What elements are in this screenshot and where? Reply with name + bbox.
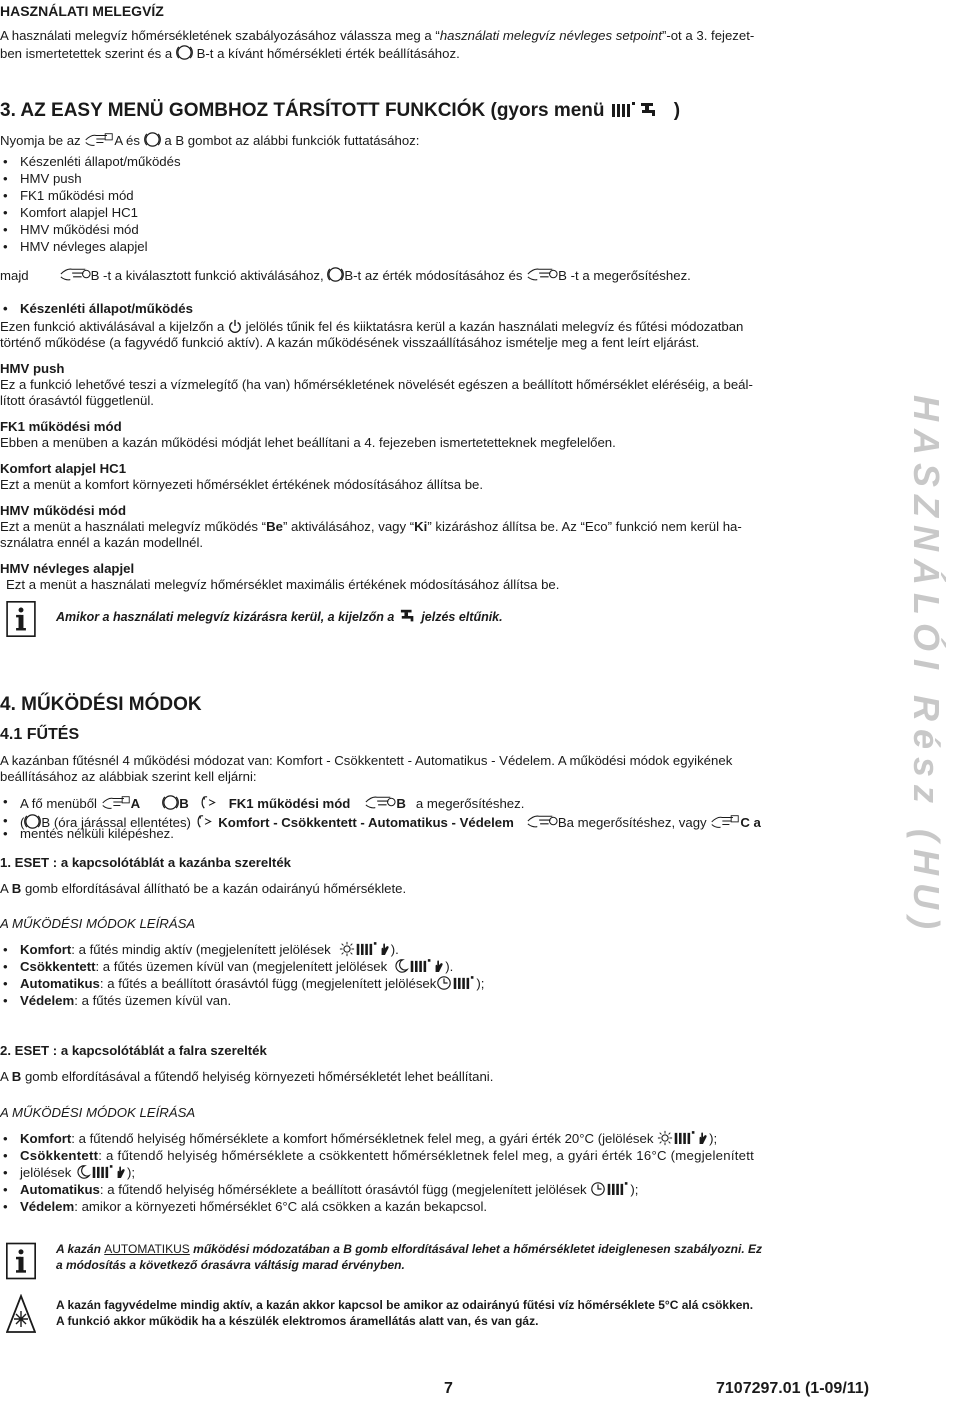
intro-paragraph-line1: A használati melegvíz hőmérsékletének szabályozásához válassza meg a “használati melegvíz névleges setpoint”-ot a 3. fejezet- xyxy=(0,28,755,43)
list-item: • Automatikus: a fűtendő helyiség hőmérséklete a beállított órasávtól függ (megjelenített jelölések ); xyxy=(0,1181,900,1198)
list-item-continued: • mentés nélküli kilépéshez. xyxy=(0,825,900,842)
sun-icon xyxy=(339,941,355,957)
clock-icon xyxy=(590,1181,606,1197)
hmv-push-text-line1: Ez a funkció lehetővé teszi a vízmelegítő (ha van) hőmérsékletének növelését egészen a beállított hőmérséklet eléréséig, a beál- xyxy=(0,377,753,392)
list-item: • Csökkentett: a fűtés üzemen kívül van (megjelenített jelölések ). xyxy=(0,958,484,975)
page-number: 7 xyxy=(444,1380,453,1397)
moon-icon xyxy=(393,958,409,974)
clock-icon xyxy=(436,975,452,991)
turn-hand-icon xyxy=(59,265,91,283)
info-icon xyxy=(6,601,36,637)
section-3-heading: 3. AZ EASY MENÜ GOMBHOZ TÁRSÍTOTT FUNKCIÓK (gyors menü ) xyxy=(0,100,681,121)
case-2-heading: 2. ESET : a kapcsolótáblát a falra szerelték xyxy=(0,1043,267,1058)
list-item: • A fő menüből A B FK1 működési mód B a megerősítéshez. xyxy=(0,793,900,812)
list-item: • Komfort alapjel HC1 xyxy=(0,204,181,221)
list-item: • Védelem: a fűtés üzemen kívül van. xyxy=(0,992,484,1009)
frost-warning-icon xyxy=(6,1294,36,1334)
vertical-section-label xyxy=(892,395,952,975)
fk1-heading: FK1 működési mód xyxy=(0,419,122,434)
document-code: 7107297.01 (1-09/11) xyxy=(716,1380,870,1397)
standby-text-line2: történő működése (a fagyvédő funkció aktív). A kazán működésének visszaállításához ismételje meg a fent leírt eljárást. xyxy=(0,335,700,350)
frost-protection-note: A kazán fagyvédelme mindig aktív, a kazán akkor kapcsol be amikor az odairányú fűtési víz hőmérséklete 5°C alá csökken. A funkció akkor működik ha a készülék elektromos áramellátás alatt van, és van gáz. xyxy=(56,1298,754,1328)
knob-icon xyxy=(144,131,161,148)
hmv-mode-heading: HMV működési mód xyxy=(0,503,127,518)
vertical-label-text: HASZNÁLÓI Rész (HU) xyxy=(906,395,947,938)
radiator-icon xyxy=(91,1164,115,1180)
knob-icon xyxy=(327,266,344,283)
knob-icon xyxy=(162,794,179,811)
press-buttons-line: Nyomja be az A és a B gombot az alábbi funkciók futtatásához: xyxy=(0,130,419,149)
power-icon xyxy=(228,318,242,334)
fk1-text: Ebben a menüben a kazán működési módját lehet beállítani a 4. fejezeben ismertetetteknek megfelelően. xyxy=(0,435,616,450)
tap-icon xyxy=(398,608,418,624)
case-2-text: A B gomb elfordításával a fűtendő helyiség környezeti hőmérsékletét lehet beállítani. xyxy=(0,1069,494,1084)
komfort-text: Ezt a menüt a komfort környezeti hőmérséklet értékének módosításához állítsa be. xyxy=(0,477,484,492)
manual-hand-icon xyxy=(379,941,391,957)
hmv-mode-text-line2: sználatra ennél a kazán modellnél. xyxy=(0,535,204,550)
function-list xyxy=(0,153,181,255)
turn-hand-icon xyxy=(526,265,558,283)
radiator-icon xyxy=(606,1181,630,1197)
radiator-icon xyxy=(673,1130,697,1146)
intro-paragraph-line2: ben ismertetettek szerint és a B-t a kívánt hőmérsékleti érték beállításához. xyxy=(0,46,460,61)
radiator-icon xyxy=(409,958,433,974)
moon-icon xyxy=(75,1164,91,1180)
heating-steps xyxy=(0,793,900,842)
list-item: • Védelem: amikor a környezeti hőmérséklet 6°C alá csökken a kazán bekapcsol. xyxy=(0,1198,900,1215)
list-item: • Automatikus: a fűtés a beállított órasávtól függ (megjelenített jelölések ); xyxy=(0,975,484,992)
manual-hand-icon xyxy=(697,1130,709,1146)
standby-heading-list xyxy=(0,300,193,317)
manual-hand-icon xyxy=(433,958,445,974)
tap-icon xyxy=(638,100,660,120)
list-item: • Komfort: a fűtés mindig aktív (megjelenített jelölések ). xyxy=(0,941,484,958)
then-instruction-line: majd B -t a kiválasztott funkció aktiválásához, B-t az érték módosításához és B -t a megerősítéshez. xyxy=(0,265,691,284)
manual-hand-icon xyxy=(115,1164,127,1180)
info-icon xyxy=(6,1242,36,1280)
hmv-nominal-heading: HMV névleges alapjel xyxy=(0,561,135,576)
hmv-push-heading: HMV push xyxy=(0,361,65,376)
list-item: • Csökkentett: a fűtendő helyiség hőmérséklete a csökkentett hőmérsékletnek felel meg, a gyári érték 16°C (megjelenített xyxy=(0,1147,900,1164)
turn-hand-icon xyxy=(364,793,396,811)
hmv-nominal-text: Ezt a menüt a használati melegvíz hőmérséklet maximális értékének módosításához állítsa be. xyxy=(6,577,560,592)
standby-heading: • Készenléti állapot/működés xyxy=(0,300,193,317)
list-item: • HMV működési mód xyxy=(0,221,181,238)
section-title-hot-water: HASZNÁLATI MELEGVÍZ xyxy=(0,3,164,19)
heating-intro-line2: beállításához az alábbiak szerint kell eljárni: xyxy=(0,769,257,784)
komfort-heading: Komfort alapjel HC1 xyxy=(0,461,127,476)
hmv-note: Amikor a használati melegvíz kizárásra kerül, a kijelzőn a jelzés eltűnik. xyxy=(56,610,503,624)
list-item-continued: • jelölések ); xyxy=(0,1164,900,1181)
hmv-mode-text-line1: Ezt a menüt a használati melegvíz működés “Be” aktiválásához, vagy “Ki” kizáráshoz állítsa be. Az “Eco” funkció nem kerül ha- xyxy=(0,519,742,534)
list-item: • HMV push xyxy=(0,170,181,187)
standby-text-line1: Ezen funkció aktiválásával a kijelzőn a jelölés tűnik fel és kiiktatásra kerül a kazán használati melegvíz és fűtési módozatban xyxy=(0,319,744,334)
radiator-icon xyxy=(452,975,476,991)
list-item: • Készenléti állapot/működés xyxy=(0,153,181,170)
case-2-mode-list xyxy=(0,1130,900,1215)
press-hand-icon xyxy=(84,130,114,148)
sun-icon xyxy=(657,1130,673,1146)
list-item: • FK1 működési mód xyxy=(0,187,181,204)
automatic-mode-note: A kazán AUTOMATIKUS működési módozatában a B gomb elfordításával lehet a hőmérsékletet ideiglenesen szabályozni. Ez a módosítás a következő órasávra váltásig marad érvényben. xyxy=(56,1242,762,1272)
rotate-icon xyxy=(199,794,219,811)
mode-description-heading: A MŰKÖDÉSI MÓDOK LEÍRÁSA xyxy=(0,916,196,931)
list-item: • Komfort: a fűtendő helyiség hőmérséklete a komfort hőmérsékletnek felel meg, a gyári érték 20°C (jelölések ); xyxy=(0,1130,900,1147)
radiator-icon xyxy=(355,941,379,957)
press-hand-icon xyxy=(101,793,131,811)
list-item: • ( B (óra járással ellentétes) Komfort - Csökkentett - Automatikus - Védelem Ba megerősítéshez, vagy C a xyxy=(0,812,900,831)
hmv-push-text-line2: lított órasávtól függetlenül. xyxy=(0,393,154,408)
knob-icon xyxy=(176,44,193,61)
case-1-mode-list xyxy=(0,941,484,1009)
case-1-heading: 1. ESET : a kapcsolótáblát a kazánba szerelték xyxy=(0,855,291,870)
section-4-heading: 4. MŰKÖDÉSI MÓDOK xyxy=(0,694,202,715)
list-item: • HMV névleges alapjel xyxy=(0,238,181,255)
section-4-1-heading: 4.1 FŰTÉS xyxy=(0,726,80,743)
mode-description-heading-2: A MŰKÖDÉSI MÓDOK LEÍRÁSA xyxy=(0,1105,196,1120)
heating-intro-line1: A kazánban fűtésnél 4 működési módozat van: Komfort - Csökkentett - Automatikus - Védelem. A működési módok egyikének xyxy=(0,753,733,768)
case-1-text: A B gomb elfordításával állítható be a kazán odairányú hőmérséklete. xyxy=(0,881,407,896)
radiator-icon xyxy=(610,100,638,120)
